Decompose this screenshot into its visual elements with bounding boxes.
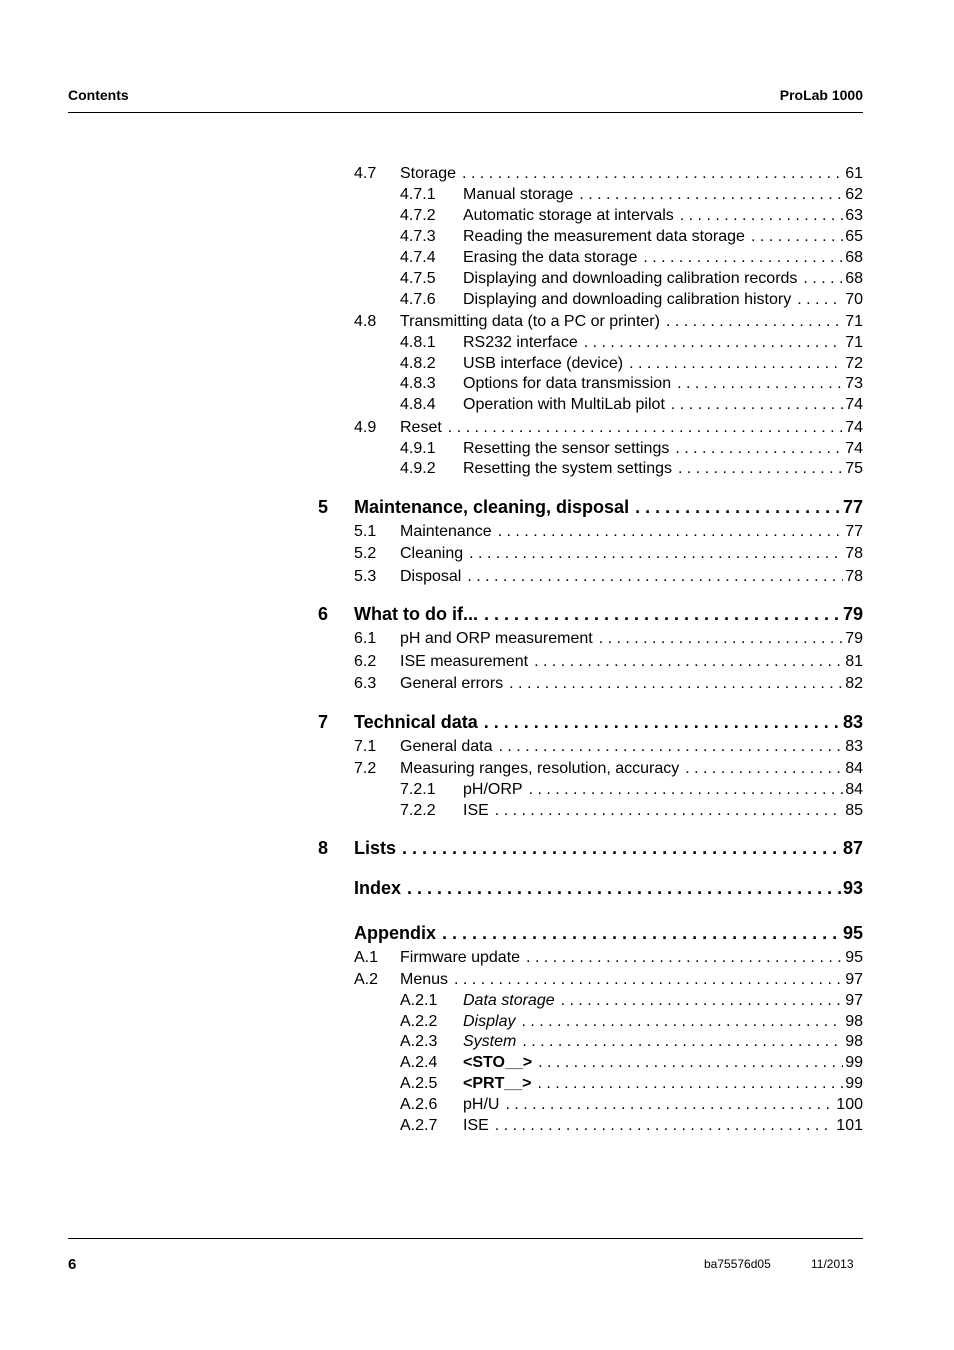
toc-entry[interactable] (463, 268, 863, 290)
toc-entry[interactable] (463, 438, 863, 460)
toc-dot-leader (534, 651, 843, 673)
toc-dot-leader (509, 673, 843, 695)
toc-dot-leader (635, 496, 841, 518)
toc-dot-leader (505, 1094, 834, 1116)
toc-entry-page: 70 (845, 291, 863, 308)
toc-entry-title: Maintenance, cleaning, disposal (354, 497, 630, 517)
toc-entry-page: 84 (845, 781, 863, 798)
toc-dot-leader (442, 922, 841, 944)
toc-entry-number: 7 (318, 712, 329, 732)
toc-entry[interactable] (400, 417, 863, 439)
toc-dot-leader (643, 247, 843, 269)
toc-entry-number: 4.8.3 (400, 375, 436, 392)
toc-entry-title: Transmitting data (to a PC or printer) (400, 313, 660, 330)
toc-dot-leader (803, 268, 843, 290)
page-number: 6 (68, 1256, 77, 1273)
toc-entry[interactable] (463, 1052, 863, 1074)
toc-entry[interactable] (463, 990, 863, 1012)
toc-entry-number: 6.1 (354, 630, 377, 647)
toc-entry-number: A.2.1 (400, 992, 438, 1009)
toc-entry-page: 62 (845, 186, 863, 203)
toc-entry-number: 4.7.2 (400, 207, 436, 224)
toc-entry[interactable] (463, 458, 863, 480)
toc-entry[interactable] (463, 779, 863, 801)
toc-entry-title: RS232 interface (463, 334, 578, 351)
toc-entry-page: 83 (842, 712, 863, 732)
toc-entry-title: Displaying and downloading calibration records (463, 270, 798, 287)
toc-dot-leader (407, 877, 841, 899)
toc-entry[interactable] (400, 673, 863, 695)
toc-entry-number: 4.8.2 (400, 355, 436, 372)
toc-dot-leader (584, 332, 843, 354)
toc-dot-leader (579, 184, 843, 206)
toc-entry-number: 7.1 (354, 738, 377, 755)
toc-dot-leader (751, 226, 843, 248)
toc-entry-number: 4.8.1 (400, 334, 436, 351)
toc-entry-title: Reading the measurement data storage (463, 228, 745, 245)
toc-entry-number: A.2.4 (400, 1054, 438, 1071)
toc-entry-title: Displaying and downloading calibration history (463, 291, 792, 308)
toc-entry-number: A.2.3 (400, 1033, 438, 1050)
toc-entry-number: 8 (318, 838, 329, 858)
toc-entry-number: A.2.7 (400, 1117, 438, 1134)
toc-dot-leader (521, 1011, 843, 1033)
toc-entry-title: Automatic storage at intervals (463, 207, 674, 224)
toc-entry-title: pH and ORP measurement (400, 630, 593, 647)
toc-dot-leader (677, 373, 843, 395)
toc-entry-page: 63 (845, 207, 863, 224)
toc-entry-title: pH/U (463, 1096, 500, 1113)
toc-entry-title: Technical data (354, 712, 478, 732)
toc-entry-number: 4.7.6 (400, 291, 436, 308)
toc-dot-leader (402, 837, 841, 859)
toc-entry-number: 4.9 (354, 419, 377, 436)
toc-dot-leader (462, 163, 843, 185)
toc-entry[interactable] (463, 1031, 863, 1053)
toc-dot-leader (797, 289, 843, 311)
toc-dot-leader (537, 1073, 843, 1095)
toc-entry-page: 97 (845, 992, 863, 1009)
toc-entry[interactable] (354, 496, 863, 518)
toc-entry[interactable] (463, 205, 863, 227)
toc-dot-leader (522, 1031, 843, 1053)
toc-entry-number: 6.3 (354, 675, 377, 692)
running-header-section: Contents (68, 87, 129, 103)
toc-entry-page: 71 (845, 334, 863, 351)
toc-entry[interactable] (463, 332, 863, 354)
toc-entry-number: A.2.2 (400, 1013, 438, 1030)
toc-entry-page: 79 (845, 630, 863, 647)
toc-entry[interactable] (463, 247, 863, 269)
toc-entry-title: Display (463, 1013, 516, 1030)
toc-entry-title: Lists (354, 838, 397, 858)
toc-entry-number: 5.1 (354, 523, 377, 540)
toc-entry-page: 65 (845, 228, 863, 245)
toc-entry-number: A.1 (354, 949, 379, 966)
toc-dot-leader (448, 417, 843, 439)
toc-entry[interactable] (354, 837, 863, 859)
toc-entry-number: 4.9.2 (400, 460, 436, 477)
toc-entry[interactable] (463, 1115, 863, 1137)
toc-entry-number: 4.7.4 (400, 249, 436, 266)
toc-entry-page: 87 (842, 838, 863, 858)
toc-entry-page: 101 (836, 1117, 863, 1134)
toc-entry-page: 100 (836, 1096, 863, 1113)
toc-dot-leader (499, 736, 844, 758)
toc-entry-title: Reset (400, 419, 442, 436)
toc-entry-number: A.2 (354, 971, 379, 988)
toc-entry[interactable] (400, 947, 863, 969)
toc-entry-number: 4.7 (354, 165, 377, 182)
toc-entry-page: 97 (845, 971, 863, 988)
toc-entry-number: 6 (318, 604, 329, 624)
toc-entry-page: 99 (845, 1075, 863, 1092)
toc-entry-title: pH/ORP (463, 781, 523, 798)
toc-entry[interactable] (400, 628, 863, 650)
toc-dot-leader (561, 990, 844, 1012)
footer-rule (68, 1238, 863, 1239)
toc-entry-title: Operation with MultiLab pilot (463, 396, 665, 413)
toc-entry-page: 82 (845, 675, 863, 692)
toc-entry[interactable] (463, 1073, 863, 1095)
toc-entry-page: 68 (845, 249, 863, 266)
toc-entry-title: Disposal (400, 568, 462, 585)
toc-entry-title: General errors (400, 675, 504, 692)
toc-entry[interactable] (400, 521, 863, 543)
toc-dot-leader (675, 438, 843, 460)
toc-dot-leader (526, 947, 843, 969)
toc-entry[interactable] (400, 736, 863, 758)
toc-entry-page: 85 (845, 802, 863, 819)
toc-entry-title: <STO__> (463, 1054, 533, 1071)
toc-entry[interactable] (463, 800, 863, 822)
toc-dot-leader (680, 205, 843, 227)
toc-entry-number: 4.7.3 (400, 228, 436, 245)
toc-entry-page: 98 (845, 1033, 863, 1050)
toc-entry-page: 95 (842, 923, 863, 943)
toc-entry-page: 68 (845, 270, 863, 287)
toc-entry-page: 75 (845, 460, 863, 477)
toc-dot-leader (529, 779, 844, 801)
toc-entry-number: 4.7.1 (400, 186, 436, 203)
toc-dot-leader (495, 1115, 835, 1137)
toc-entry-title: Resetting the system settings (463, 460, 672, 477)
toc-entry[interactable] (400, 543, 863, 565)
toc-dot-leader (599, 628, 844, 650)
toc-dot-leader (666, 311, 843, 333)
toc-entry[interactable] (463, 353, 863, 375)
toc-entry-title: System (463, 1033, 517, 1050)
toc-entry-title: ISE (463, 1117, 489, 1134)
toc-entry-title: Erasing the data storage (463, 249, 638, 266)
toc-entry-title: Index (354, 878, 402, 898)
toc-dot-leader (469, 543, 843, 565)
toc-entry-number: 5 (318, 497, 329, 517)
toc-entry[interactable] (354, 877, 863, 899)
toc-entry[interactable] (354, 603, 863, 625)
toc-entry-number: 5.3 (354, 568, 377, 585)
toc-entry[interactable] (463, 226, 863, 248)
document-code: ba75576d05 (704, 1257, 771, 1271)
toc-dot-leader (454, 969, 843, 991)
toc-entry-number: 7.2.1 (400, 781, 436, 798)
toc-entry-page: 74 (845, 396, 863, 413)
toc-entry-page: 99 (845, 1054, 863, 1071)
toc-entry-page: 77 (845, 523, 863, 540)
toc-entry-number: 4.8.4 (400, 396, 436, 413)
toc-entry-title: Options for data transmission (463, 375, 672, 392)
running-header-product: ProLab 1000 (779, 87, 863, 103)
toc-dot-leader (629, 353, 843, 375)
toc-entry-number: 4.7.5 (400, 270, 436, 287)
toc-entry-number: 4.9.1 (400, 440, 436, 457)
document-date: 11/2013 (811, 1257, 854, 1271)
toc-entry-page: 74 (845, 419, 863, 436)
toc-dot-leader (484, 711, 841, 733)
toc-entry-title: What to do if... (354, 604, 478, 624)
toc-entry[interactable] (463, 373, 863, 395)
toc-dot-leader (538, 1052, 843, 1074)
toc-entry[interactable] (354, 711, 863, 733)
toc-entry-page: 71 (845, 313, 863, 330)
toc-dot-leader (484, 603, 841, 625)
toc-entry-page: 93 (842, 878, 863, 898)
toc-dot-leader (678, 458, 843, 480)
toc-entry-page: 79 (842, 604, 863, 624)
toc-dot-leader (495, 800, 843, 822)
toc-entry-title: Appendix (354, 923, 437, 943)
toc-entry-number: A.2.6 (400, 1096, 438, 1113)
toc-entry[interactable] (400, 651, 863, 673)
toc-entry[interactable] (400, 311, 863, 333)
toc-entry[interactable] (463, 1011, 863, 1033)
toc-entry-page: 84 (845, 760, 863, 777)
toc-entry-page: 73 (845, 375, 863, 392)
toc-entry-page: 78 (845, 545, 863, 562)
toc-entry-number: 5.2 (354, 545, 377, 562)
toc-entry-title: Cleaning (400, 545, 464, 562)
toc-dot-leader (671, 394, 843, 416)
toc-entry[interactable] (354, 922, 863, 944)
toc-dot-leader (498, 521, 844, 543)
toc-entry-number: 6.2 (354, 653, 377, 670)
toc-entry-page: 81 (845, 653, 863, 670)
toc-entry-page: 61 (845, 165, 863, 182)
toc-entry-title: USB interface (device) (463, 355, 624, 372)
toc-entry-page: 77 (842, 497, 863, 517)
toc-entry-number: 7.2 (354, 760, 377, 777)
toc-entry[interactable] (463, 394, 863, 416)
toc-entry-page: 98 (845, 1013, 863, 1030)
toc-entry-title: Firmware update (400, 949, 521, 966)
toc-entry-page: 95 (845, 949, 863, 966)
toc-entry[interactable] (463, 184, 863, 206)
toc-entry-title: ISE measurement (400, 653, 529, 670)
toc-entry[interactable] (463, 289, 863, 311)
toc-entry[interactable] (463, 1094, 863, 1116)
toc-entry-number: A.2.5 (400, 1075, 438, 1092)
toc-entry-title: Resetting the sensor settings (463, 440, 670, 457)
toc-entry-number: 4.8 (354, 313, 377, 330)
toc-entry-title: Measuring ranges, resolution, accuracy (400, 760, 680, 777)
toc-entry-number: 7.2.2 (400, 802, 436, 819)
toc-entry-title: Manual storage (463, 186, 574, 203)
toc-entry-title: Maintenance (400, 523, 492, 540)
toc-entry-title: Data storage (463, 992, 555, 1009)
toc-entry-page: 72 (845, 355, 863, 372)
toc-dot-leader (467, 566, 843, 588)
toc-entry-title: Storage (400, 165, 457, 182)
toc-entry-page: 74 (845, 440, 863, 457)
header-rule (68, 112, 863, 113)
toc-dot-leader (685, 758, 843, 780)
toc-entry-page: 83 (845, 738, 863, 755)
toc-entry[interactable] (400, 566, 863, 588)
toc-entry[interactable] (400, 969, 863, 991)
toc-entry-page: 78 (845, 568, 863, 585)
toc-entry[interactable] (400, 758, 863, 780)
toc-entry-title: ISE (463, 802, 489, 819)
toc-entry-title: General data (400, 738, 493, 755)
toc-entry[interactable] (400, 163, 863, 185)
toc-entry-title: Menus (400, 971, 449, 988)
toc-entry-title: <PRT__> (463, 1075, 532, 1092)
